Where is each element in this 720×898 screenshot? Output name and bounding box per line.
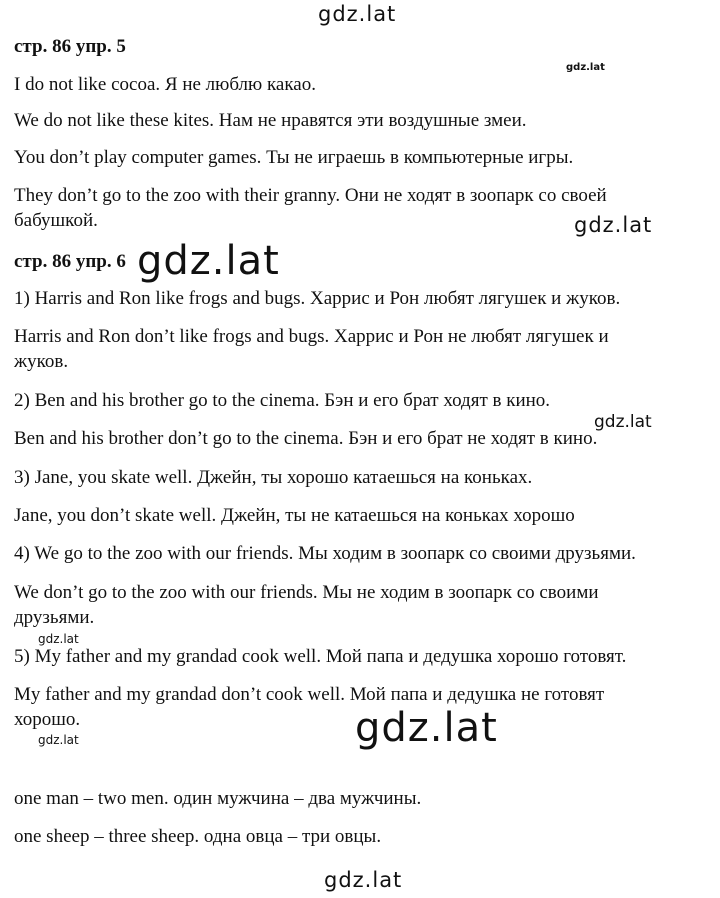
watermark-big-bottom: gdz.lat (355, 705, 498, 751)
watermark-bottom: gdz.lat (324, 868, 403, 892)
exercise-6-line-13: хорошо. (14, 709, 81, 730)
watermark-big-left: gdz.lat (137, 238, 280, 284)
exercise-6-line-9: We don’t go to the zoo with our friends. Мы не ходим в зоопарк со своими (14, 582, 599, 603)
watermark-right-mid: gdz.lat (574, 213, 653, 237)
watermark-mid-right: gdz.lat (594, 412, 652, 432)
exercise-6-line-3: жуков. (14, 351, 69, 372)
exercise-6-line-5: Ben and his brother don’t go to the cinema. Бэн и его брат не ходят в кино. (14, 428, 598, 449)
exercise-5-line-3: You don’t play computer games. Ты не играешь в компьютерные игры. (14, 147, 574, 168)
exercise-6-line-2: Harris and Ron don’t like frogs and bugs. Харрис и Рон не любят лягушек и (14, 326, 609, 347)
watermark-small-top-right: gdz.lat (566, 62, 605, 73)
exercise-6-line-12: My father and my grandad don’t cook well. Мой папа и дедушка не готовят (14, 684, 605, 705)
watermark-small-left-2: gdz.lat (38, 733, 79, 747)
exercise-5-line-4: They don’t go to the zoo with their granny. Они не ходят в зоопарк со своей (14, 185, 607, 206)
exercise-6-line-10: друзьями. (14, 607, 95, 628)
exercise-6-line-4: 2) Ben and his brother go to the cinema. Бэн и его брат ходят в кино. (14, 390, 551, 411)
watermark-top: gdz.lat (318, 2, 397, 26)
exercise-6-line-7: Jane, you don’t skate well. Джейн, ты не катаешься на коньках хорошо (14, 505, 575, 526)
exercise-6-line-11: 5) My father and my grandad cook well. Мой папа и дедушка хорошо готовят. (14, 646, 627, 667)
exercise-6-heading: стр. 86 упр. 6 (14, 251, 126, 272)
exercise-5-line-1: I do not like cocoa. Я не люблю какао. (14, 74, 316, 95)
exercise-5-heading: стр. 86 упр. 5 (14, 36, 126, 57)
watermark-small-left-1: gdz.lat (38, 632, 79, 646)
exercise-5-line-2: We do not like these kites. Нам не нравятся эти воздушные змеи. (14, 110, 527, 131)
plural-line-2: one sheep – three sheep. одна овца – три овцы. (14, 826, 382, 847)
exercise-5-line-5: бабушкой. (14, 210, 98, 231)
exercise-6-line-1: 1) Harris and Ron like frogs and bugs. Харрис и Рон любят лягушек и жуков. (14, 288, 621, 309)
plural-line-1: one man – two men. один мужчина – два мужчины. (14, 788, 422, 809)
exercise-6-line-6: 3) Jane, you skate well. Джейн, ты хорошо катаешься на коньках. (14, 467, 533, 488)
exercise-6-line-8: 4) We go to the zoo with our friends. Мы ходим в зоопарк со своими друзьями. (14, 543, 636, 564)
